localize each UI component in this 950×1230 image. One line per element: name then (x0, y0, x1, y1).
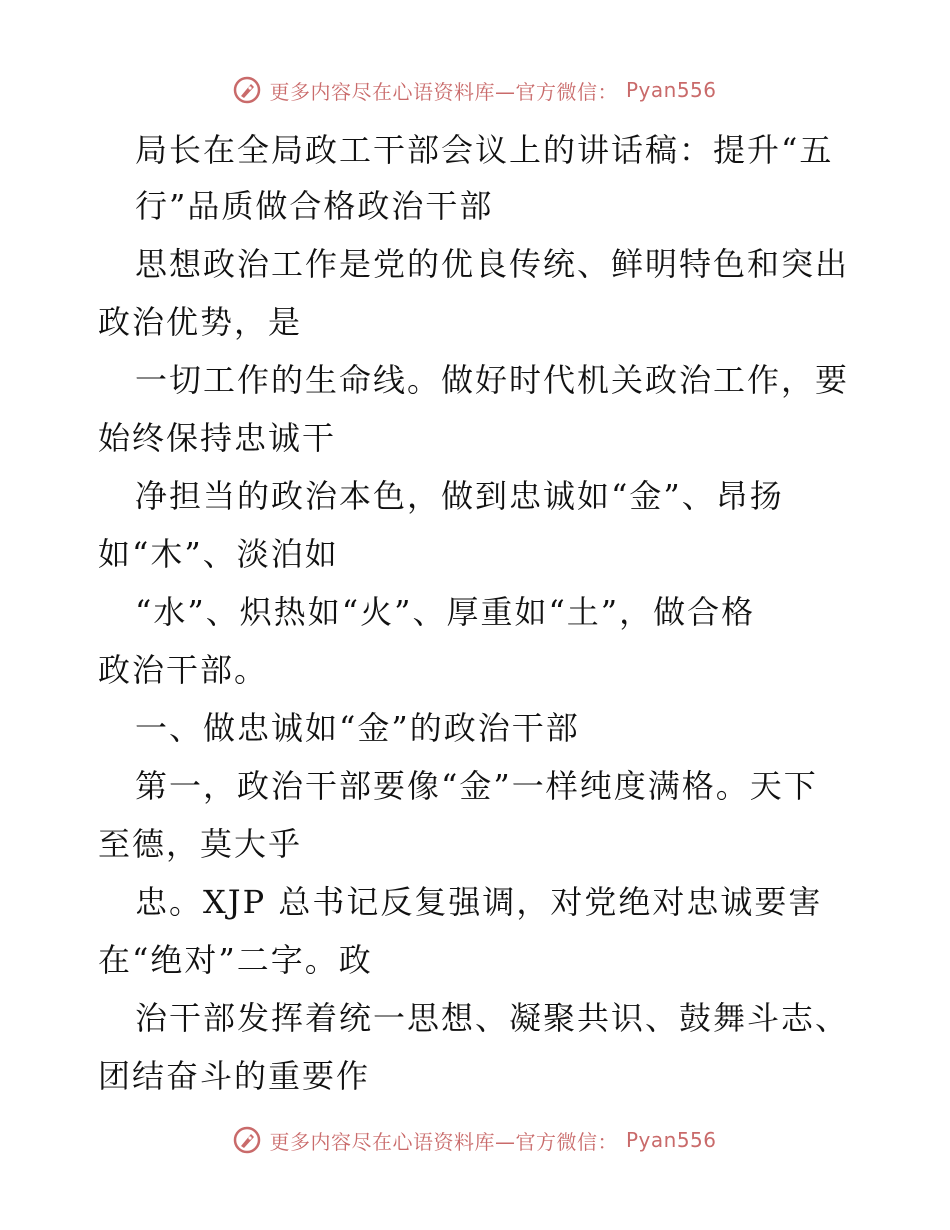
paragraph-line: 政治优势，是 (98, 303, 303, 341)
watermark-text: 更多内容尽在心语资料库—官方微信： (269, 79, 618, 104)
paragraph-line: 忠。XJP 总书记反复强调，对党绝对忠诚要害 (135, 883, 823, 921)
paragraph-line: 始终保持忠诚干 (98, 419, 337, 457)
section-heading: 一、做忠诚如“金”的政治干部 (135, 709, 580, 747)
header-watermark (0, 70, 950, 110)
title-line: 行”品质做合格政治干部 (135, 187, 494, 225)
pen-nib-logo-icon (233, 76, 261, 104)
paragraph-line: 团结奋斗的重要作 (98, 1057, 371, 1095)
title-line: 局长在全局政工干部会议上的讲话稿：提升“五 (135, 131, 834, 169)
pen-nib-logo-icon (233, 1126, 261, 1154)
watermark-text: 更多内容尽在心语资料库—官方微信： (269, 1129, 618, 1154)
paragraph-line: 治干部发挥着统一思想、凝聚共识、鼓舞斗志、 (135, 999, 850, 1037)
paragraph-line: 第一，政治干部要像“金”一样纯度满格。天下 (135, 767, 818, 805)
paragraph-line: 至德，莫大乎 (98, 825, 303, 863)
paragraph-line: “水”、炽热如“火”、厚重如“土”，做合格 (135, 593, 756, 631)
paragraph-line: 思想政治工作是党的优良传统、鲜明特色和突出 (135, 245, 850, 283)
watermark-wechat-id: Pyan556 (625, 1128, 717, 1152)
paragraph-line: 政治干部。 (98, 651, 269, 689)
paragraph-line: 在“绝对”二字。政 (98, 941, 373, 979)
watermark-wechat-id: Pyan556 (625, 78, 717, 102)
paragraph-line: 净担当的政治本色，做到忠诚如“金”、昂扬 (135, 477, 784, 515)
footer-watermark (0, 1120, 950, 1160)
paragraph-line: 如“木”、淡泊如 (98, 535, 339, 573)
paragraph-line: 一切工作的生命线。做好时代机关政治工作，要 (135, 361, 850, 399)
